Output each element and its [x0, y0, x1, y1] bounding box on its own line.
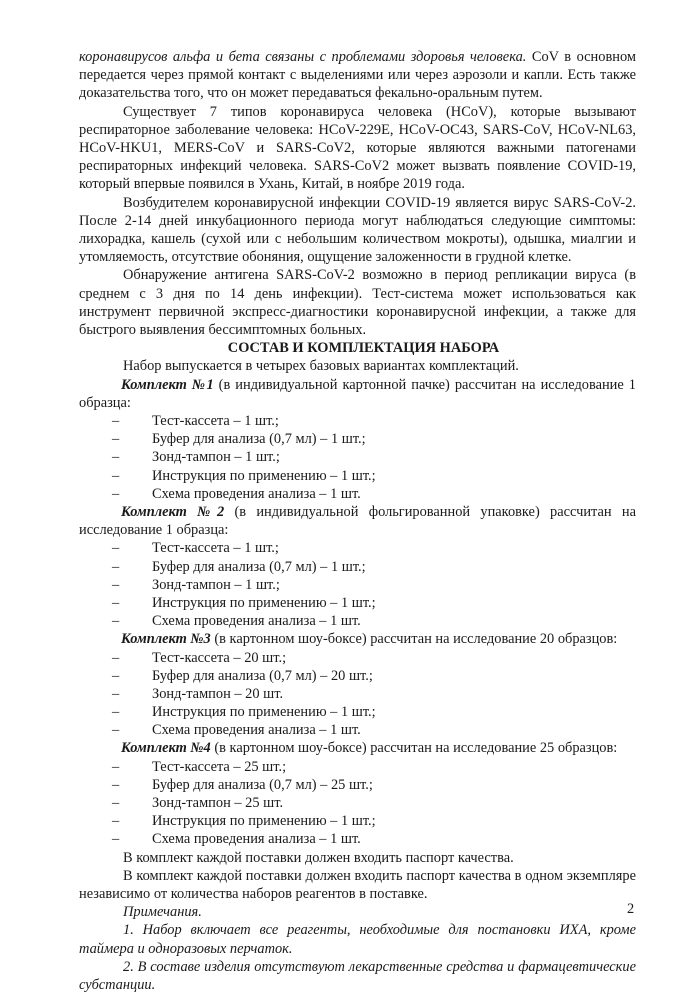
dash-bullet: –: [112, 613, 120, 630]
intro-paragraph-1-text: CoV в основном передается через прямой контакт с выделениями или через аэрозоли и капли. Есть также доказательства того, что он может передаваться фекально-оральным путем.: [79, 49, 636, 102]
kit-item: [79, 667, 636, 685]
kit-item-text: Схема проведения анализа – 1 шт.: [152, 831, 361, 848]
section-heading: СОСТАВ И КОМПЛЕКТАЦИЯ НАБОРА: [227, 340, 500, 357]
kit-1: [79, 376, 636, 503]
kit-item: [79, 412, 636, 430]
kit-item-text: Зонд-тампон – 25 шт.: [152, 795, 284, 812]
kit-4: [79, 739, 636, 848]
kit-item: [79, 794, 636, 812]
dash-bullet: –: [112, 485, 120, 502]
kit-item: [79, 830, 636, 848]
dash-bullet: –: [112, 776, 120, 793]
kit-item: [79, 448, 636, 466]
kit-description-continued: образца:: [79, 394, 131, 411]
kit-description: (в индивидуальной картонной пачке) рассчитан на исследование 1: [213, 376, 636, 393]
note-2: 2. В составе изделия отсутствуют лекарственные средства и фармацевтические субстанции.: [79, 958, 636, 994]
kit-item: [79, 721, 636, 739]
notes-heading: Примечания.: [123, 904, 202, 921]
kit-item-text: Инструкция по применению – 1 шт.;: [152, 813, 376, 830]
kit-item-text: Тест-кассета – 20 шт.;: [152, 649, 287, 666]
kit-description: (в индивидуальной фольгированной упаковке) рассчитан на: [224, 504, 636, 520]
kit-title: [79, 376, 636, 394]
dash-bullet: –: [112, 704, 120, 721]
kit-item-text: Схема проведения анализа – 1 шт.: [152, 722, 361, 739]
kit-title: [79, 503, 636, 521]
kit-item: [79, 758, 636, 776]
kit-item: [79, 558, 636, 576]
document-page: [79, 48, 636, 994]
kit-name: Комплект №3: [121, 631, 211, 648]
dash-bullet: –: [112, 540, 120, 557]
passport-note-short: В комплект каждой поставки должен входить паспорт качества.: [123, 849, 514, 866]
kit-description: (в картонном шоу-боксе) рассчитан на исследование 25 образцов:: [210, 740, 618, 757]
kit-item: [79, 612, 636, 630]
kit-item-text: Буфер для анализа (0,7 мл) – 25 шт.;: [152, 776, 373, 793]
note-1: 1. Набор включает все реагенты, необходимые для постановки ИХА, кроме таймера и одноразовых перчаток.: [79, 922, 636, 957]
dash-bullet: –: [112, 722, 120, 739]
dash-bullet: –: [112, 558, 120, 575]
dash-bullet: –: [112, 831, 120, 848]
dash-bullet: –: [112, 813, 120, 830]
kit-2: [79, 503, 636, 630]
kit-name: Комплект №2: [121, 504, 225, 520]
dash-bullet: –: [112, 758, 120, 775]
kit-items: [79, 758, 636, 849]
page-number: 2: [627, 901, 635, 917]
intro-italic-fragment: коронавирусов альфа и бета связаны с проблемами здоровья человека.: [79, 49, 527, 65]
kit-item-text: Тест-кассета – 25 шт.;: [152, 758, 287, 775]
kit-item: [79, 649, 636, 667]
kit-item-text: Инструкция по применению – 1 шт.;: [152, 594, 376, 611]
passport-note-full: В комплект каждой поставки должен входить паспорт качества в одном экземпляре независимо от количества наборов реагентов в поставке.: [79, 867, 636, 903]
kit-item-text: Зонд-тампон – 1 шт.;: [152, 449, 280, 466]
kit-description-continued: исследование 1 образца:: [79, 522, 229, 539]
kit-name: Комплект №1: [121, 376, 214, 393]
dash-bullet: –: [112, 467, 120, 484]
dash-bullet: –: [112, 413, 120, 430]
intro-paragraph-1: [79, 48, 636, 103]
dash-bullet: –: [112, 594, 120, 611]
kit-item-text: Буфер для анализа (0,7 мл) – 1 шт.;: [152, 431, 366, 448]
kit-item: [79, 776, 636, 794]
dash-bullet: –: [112, 649, 120, 666]
intro-paragraph-2: Существует 7 типов коронавируса человека (HCoV), которые вызывают респираторное заболевание человека: HCoV-229E, HCoV-OC43, SARS-CoV, HCoV-NL63, HCoV-HKU1, MERS-CoV и SARS-CoV2, которые являются важными патогенами респираторных инфекций человека. SARS-CoV2 может вызвать появление COVID-19, который впервые появился в Ухань, Китай, в ноябре 2019 года.: [79, 103, 636, 193]
kit-items: [79, 412, 636, 503]
kit-description: (в картонном шоу-боксе) рассчитан на исследование 20 образцов:: [210, 631, 618, 648]
kit-items: [79, 539, 636, 630]
kit-name: Комплект №4: [121, 740, 211, 757]
kit-item-text: Зонд-тампон – 1 шт.;: [152, 576, 280, 593]
kit-item: [79, 430, 636, 448]
dash-bullet: –: [112, 795, 120, 812]
kit-item-text: Схема проведения анализа – 1 шт.: [152, 613, 361, 630]
kit-item-text: Инструкция по применению – 1 шт.;: [152, 704, 376, 721]
kit-items: [79, 649, 636, 740]
kit-item-text: Тест-кассета – 1 шт.;: [152, 540, 279, 557]
dash-bullet: –: [112, 431, 120, 448]
kit-title: [79, 630, 636, 648]
kit-item: [79, 685, 636, 703]
dash-bullet: –: [112, 576, 120, 593]
kit-item: [79, 594, 636, 612]
kit-title: [79, 739, 636, 757]
dash-bullet: –: [112, 667, 120, 684]
kit-item-text: Буфер для анализа (0,7 мл) – 20 шт.;: [152, 667, 373, 684]
intro-paragraph-3: Возбудителем коронавирусной инфекции COVID-19 является вирус SARS-CoV-2. После 2-14 дней инкубационного периода могут наблюдаться следующие симптомы: лихорадка, кашель (сухой или с небольшим количеством мокроты), одышка, миалгии и утомляемость, отсутствие обоняния, ощущение заложенности в грудной клетке.: [79, 194, 636, 266]
kit-item-text: Тест-кассета – 1 шт.;: [152, 413, 279, 430]
kit-item-text: Инструкция по применению – 1 шт.;: [152, 467, 376, 484]
kit-3: [79, 630, 636, 739]
dash-bullet: –: [112, 449, 120, 466]
dash-bullet: –: [112, 685, 120, 702]
kit-item: [79, 539, 636, 557]
kit-item-text: Схема проведения анализа – 1 шт.: [152, 485, 361, 502]
kit-item: [79, 703, 636, 721]
kit-item: [79, 485, 636, 503]
kit-item-text: Зонд-тампон – 20 шт.: [152, 685, 284, 702]
kit-item: [79, 467, 636, 485]
kit-item: [79, 576, 636, 594]
section-intro: Набор выпускается в четырех базовых вариантах комплектаций.: [123, 358, 519, 375]
kit-item-text: Буфер для анализа (0,7 мл) – 1 шт.;: [152, 558, 366, 575]
kit-item: [79, 812, 636, 830]
intro-paragraph-4: Обнаружение антигена SARS-CoV-2 возможно в период репликации вируса (в среднем с 3 дня по 14 день инфекции). Тест-система может использоваться как инструмент первичной экспресс-диагностики коронавирусной инфекции, а также для быстрого выявления бессимптомных больных.: [79, 267, 636, 339]
